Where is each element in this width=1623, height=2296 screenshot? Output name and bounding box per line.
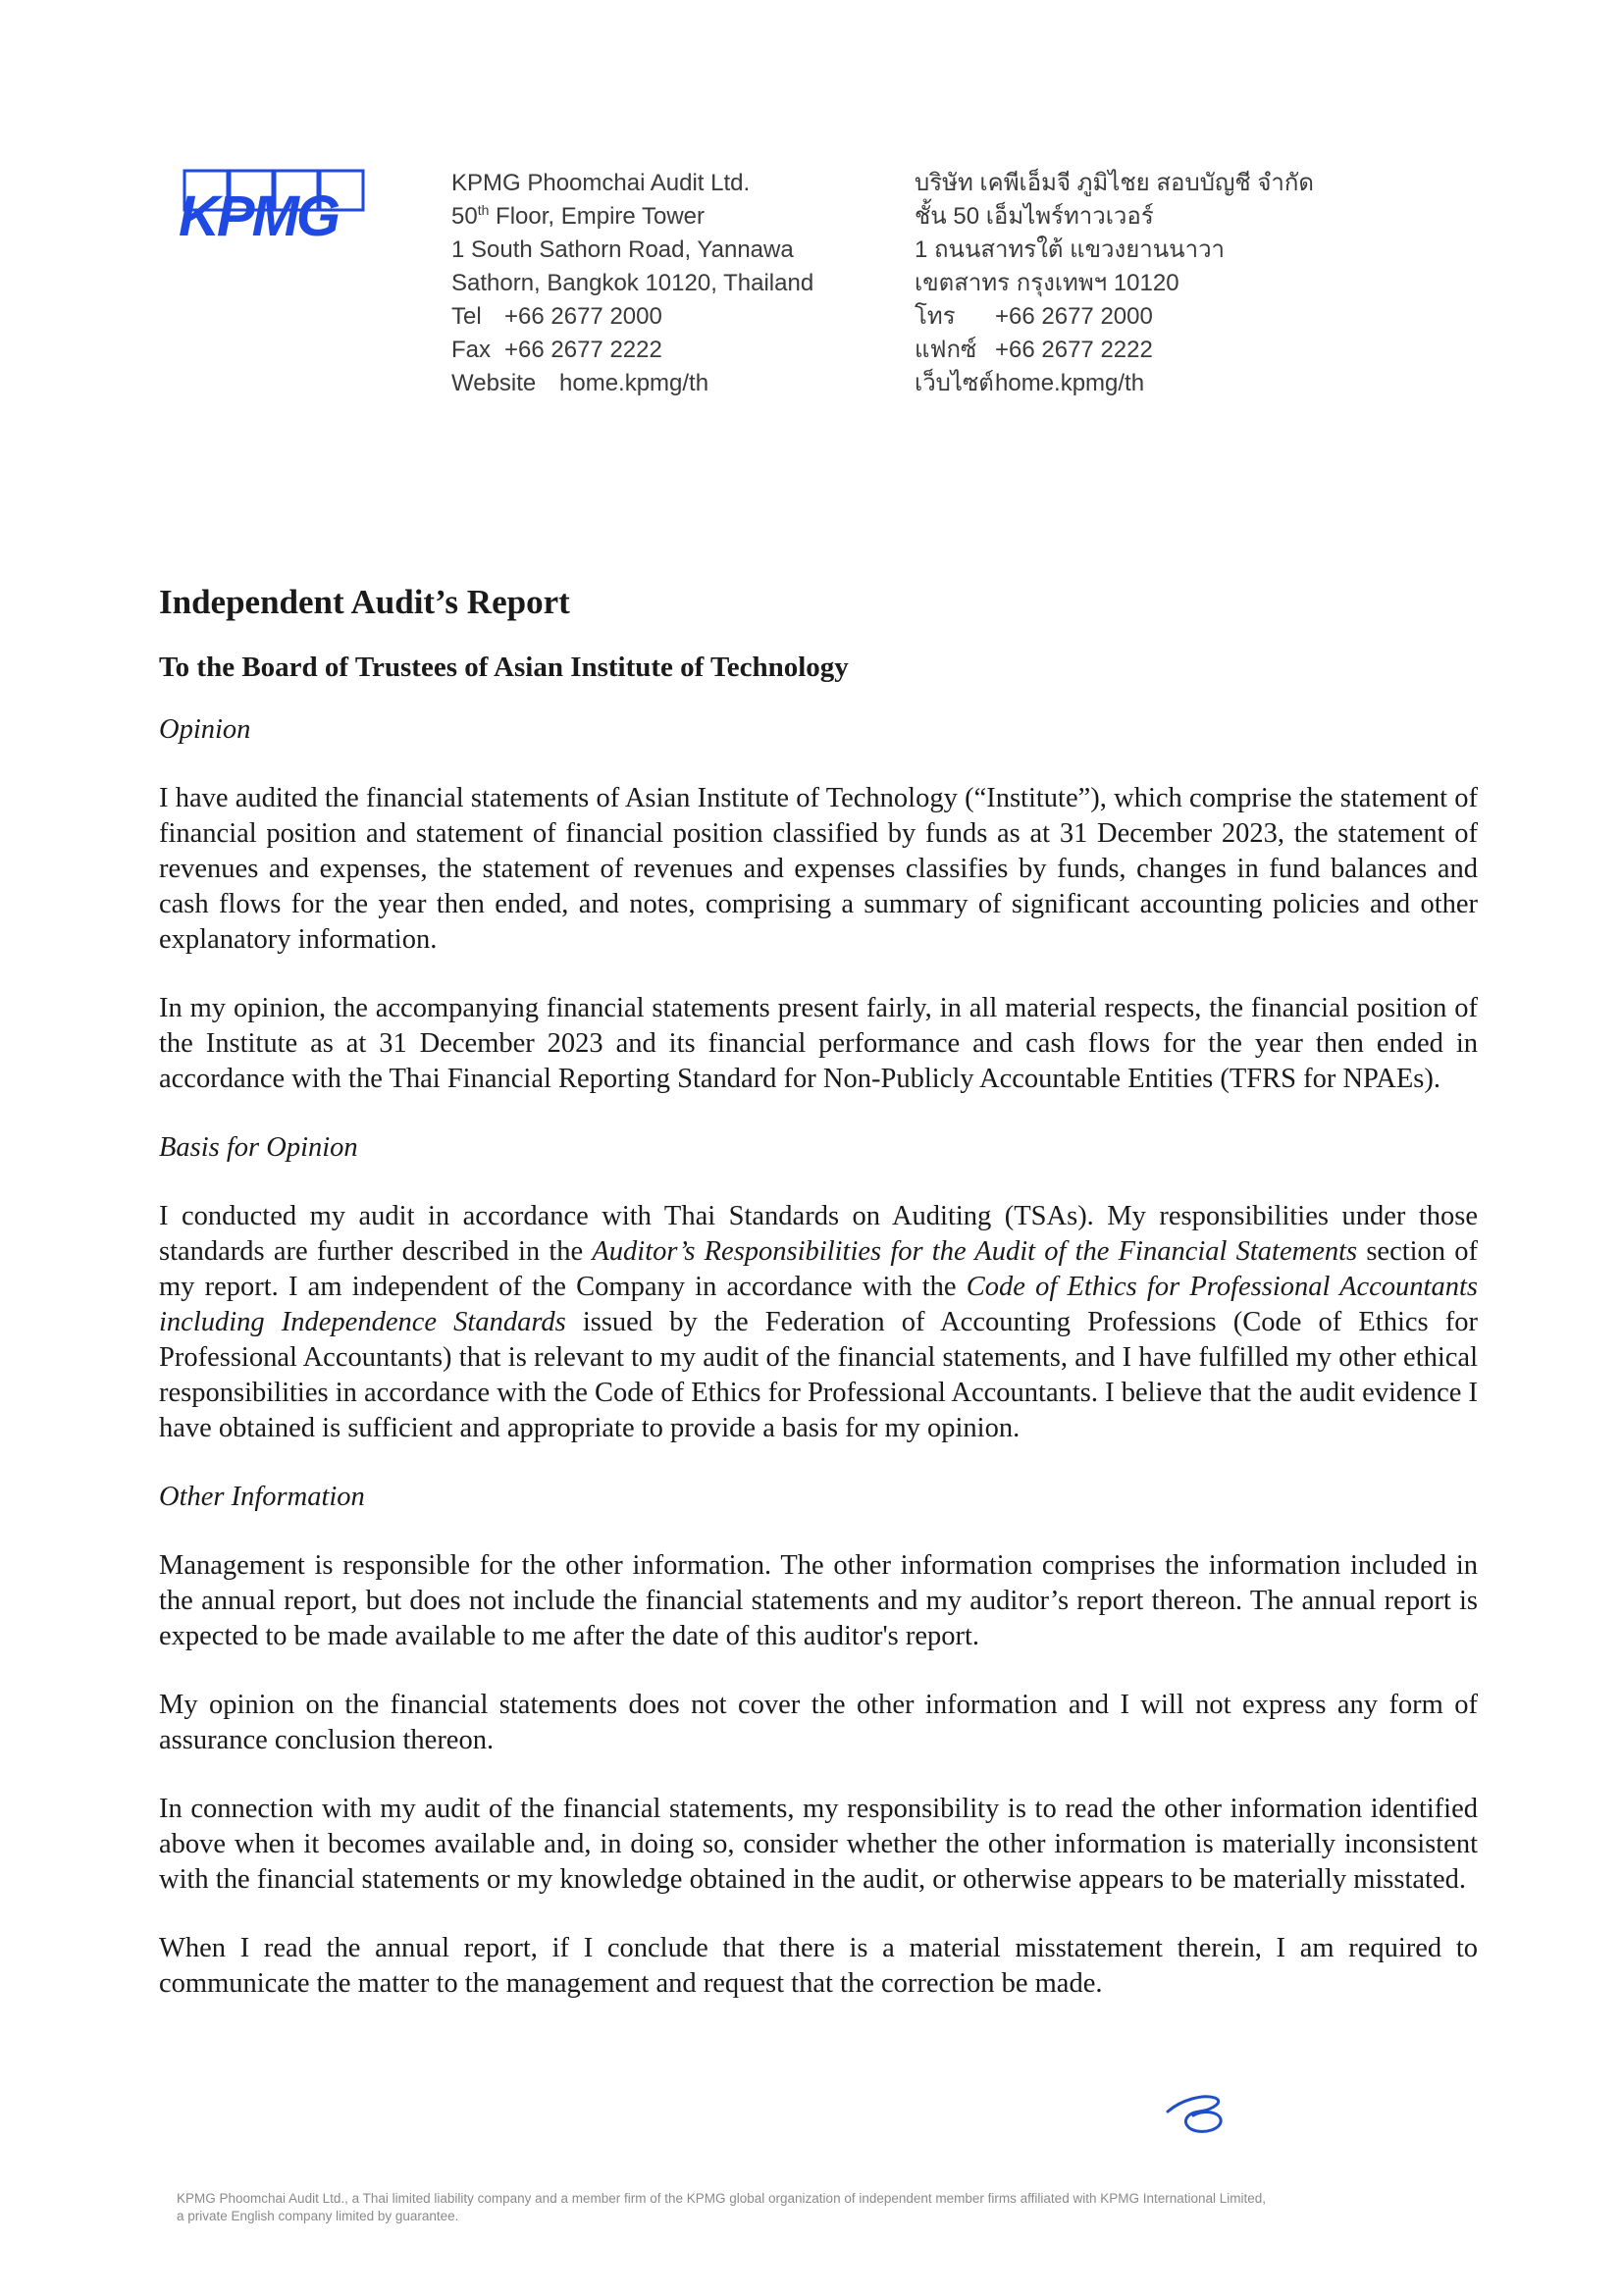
english-address-block [451,167,813,400]
section-heading-basis: Basis for Opinion [159,1132,358,1163]
street-line: 1 South Sathorn Road, Yannawa [451,236,794,263]
footer-line-1: KPMG Phoomchai Audit Ltd., a Thai limited liability company and a member firm of the KPMG global organization of independent member firms affiliated with KPMG International Limited, [177,2191,1267,2206]
thai-company-name: บริษัท เคพีเอ็มจี ภูมิไชย สอบบัญชี จำกัด [915,170,1315,196]
thai-address-block [915,167,1314,400]
legal-footer [177,2190,1452,2225]
report-body [159,581,1478,2035]
thai-fax-line: แฟกซ์ +66 2677 2222 [915,337,1153,363]
opinion-paragraph-1: I have audited the financial statements of Asian Institute of Technology (“Institute”), which comprise the statement of financial position and statement of financial position classified by funds as at 31 December 2023, the statement of revenues and expenses, the statement of revenues and expenses classifies by funds, changes in fund balances and cash flows for the year then ended, and notes, comprising a summary of significant accounting policies and other explanatory information. [159,783,1478,955]
floor-line: 50th Floor, Empire Tower [451,202,706,230]
thai-city-line: เขตสาทร กรุงเทพฯ 10120 [915,270,1179,296]
other-information-paragraph-2: My opinion on the financial statements does not cover the other information and I will not express any form of assurance conclusion thereon. [159,1690,1478,1755]
initials-signature [1164,2090,1232,2139]
thai-website-line: เว็บไซต์home.kpmg/th [915,370,1145,396]
company-name: KPMG Phoomchai Audit Ltd. [451,170,751,196]
other-information-paragraph-3: In connection with my audit of the financial statements, my responsibility is to read the other information identified above when it becomes available and, in doing so, consider whether the other information is materially inconsistent with the financial statements or my knowledge obtained in the audit, or otherwise appears to be materially misstated. [159,1794,1478,1895]
website-line: Website home.kpmg/th [451,370,709,396]
footer-line-2: a private English company limited by guarantee. [177,2209,459,2223]
thai-floor-line: ชั้น 50 เอ็มไพร์ทาวเวอร์ [915,203,1154,230]
thai-tel-line: โทร +66 2677 2000 [915,303,1153,330]
thai-street-line: 1 ถนนสาทรใต้ แขวงยานนาวา [915,236,1226,263]
basis-paragraph: I conducted my audit in accordance with Thai Standards on Auditing (TSAs). My responsibilities under those standards are further described in the Auditor’s Responsibilities for the Audit of the Financial Statements section of my report. I am independent of the Company in accordance with the Code of Ethics for Professional Accountants including Independence Standards issued by the Federation of Accounting Professions (Code of Ethics for Professional Accountants) that is relevant to my audit of the financial statements, and I have fulfilled my other ethical responsibilities in accordance with the Code of Ethics for Professional Accountants. I believe that the audit evidence I have obtained is sufficient and appropriate to provide a basis for my opinion. [159,1201,1478,1443]
svg-text:KPMG: KPMG [179,184,338,248]
other-information-paragraph-4: When I read the annual report, if I conclude that there is a material misstatement therein, I am required to communicate the matter to the management and request that the correction be made. [159,1933,1478,1999]
city-line: Sathorn, Bangkok 10120, Thailand [451,270,814,296]
fax-line: Fax +66 2677 2222 [451,337,662,363]
report-title: Independent Audit’s Report [159,583,570,621]
kpmg-logo [177,169,373,253]
tel-line: Tel +66 2677 2000 [451,303,662,330]
other-information-paragraph-1: Management is responsible for the other information. The other information comprises the information included in the annual report, but does not include the financial statements and my auditor’s report thereon. The annual report is expected to be made available to me after the date of this auditor's report. [159,1550,1478,1651]
addressee: To the Board of Trustees of Asian Institute of Technology [159,652,849,683]
opinion-paragraph-2: In my opinion, the accompanying financial statements present fairly, in all material respects, the financial position of the Institute as at 31 December 2023 and its financial performance and cash flows for the year then ended in accordance with the Thai Financial Reporting Standard for Non-Publicly Accountable Entities (TFRS for NPAEs). [159,993,1478,1094]
section-heading-opinion: Opinion [159,714,251,745]
section-heading-other-information: Other Information [159,1482,365,1512]
